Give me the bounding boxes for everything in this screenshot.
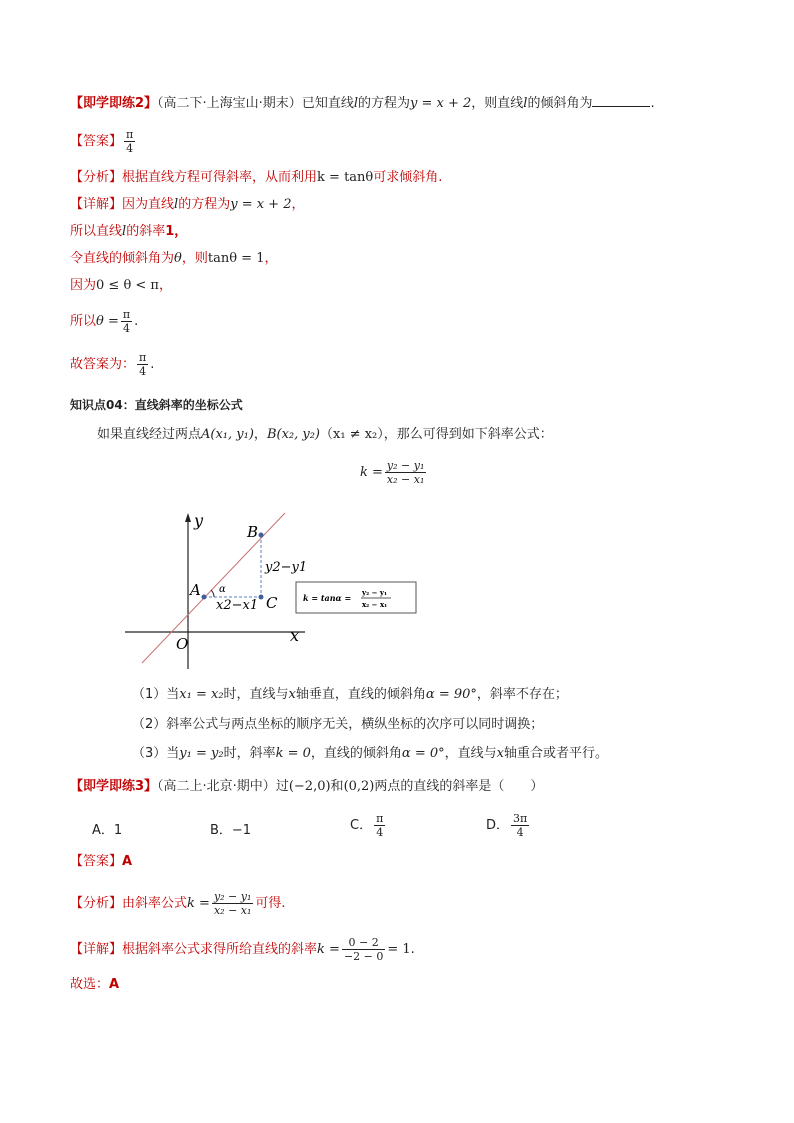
slope-diagram xyxy=(120,505,430,675)
detail-text: ， xyxy=(158,278,172,293)
a-label: A xyxy=(190,581,201,599)
fraction-denominator: x₂ − x₁ xyxy=(386,473,425,486)
point-a: A(x₁, y₁) xyxy=(201,427,254,442)
fraction-numerator: 0 − 2 xyxy=(342,936,385,950)
note-text: ，直线的倾斜角 xyxy=(310,746,402,761)
fraction-numerator: π xyxy=(139,351,147,364)
q3-source: （高二上·北京·期中） xyxy=(157,779,276,794)
analysis2-line xyxy=(70,169,442,187)
fraction-denominator: 4 xyxy=(376,826,384,839)
detail-text: 的斜率 xyxy=(126,224,166,239)
note-math: α = 0° xyxy=(401,746,445,761)
point-c-dot xyxy=(259,595,264,600)
fraction-denominator: 4 xyxy=(122,322,130,335)
detail-fraction xyxy=(342,936,385,963)
fraction-denominator: 4 xyxy=(516,826,524,839)
option-fraction xyxy=(511,812,529,839)
period: . xyxy=(134,314,139,329)
detail2-line5 xyxy=(70,308,138,335)
q3-text: 和 xyxy=(330,779,344,794)
formula-lhs: k = xyxy=(360,465,383,480)
detail-text: 的方程为 xyxy=(178,197,231,212)
q2-text: ，则直线 xyxy=(471,96,524,111)
note-text: 轴垂直，直线的倾斜角 xyxy=(295,687,426,702)
detail-text: ， xyxy=(291,197,305,212)
detail2-line4 xyxy=(70,277,172,295)
detail2-line2 xyxy=(70,223,187,241)
point-b: B(x₂, y₂) xyxy=(266,427,320,442)
var-theta: θ xyxy=(174,251,182,266)
q2-text: 已知直线 xyxy=(301,96,354,111)
answer-label: 【答案】 xyxy=(70,134,123,149)
fraction-denominator: 4 xyxy=(126,142,134,155)
formula-lhs: k = xyxy=(317,942,340,957)
kp-intro xyxy=(97,426,553,444)
tan-equation: tanθ = 1 xyxy=(207,251,265,266)
answer2-line xyxy=(70,128,137,155)
slope-formula xyxy=(360,459,428,486)
analysis-text: 可求倾斜角. xyxy=(373,170,443,185)
detail-equation: y = x + 2 xyxy=(230,197,292,212)
q2-text: . xyxy=(650,96,655,111)
line-ab xyxy=(142,513,285,663)
answer-fraction xyxy=(137,351,148,378)
b-label: B xyxy=(247,523,259,541)
fraction-denominator: −2 − 0 xyxy=(343,950,384,963)
option-c xyxy=(350,812,387,839)
detail-label: 【详解】 xyxy=(70,197,123,212)
fraction-numerator: π xyxy=(376,812,384,825)
slope-value: 1， xyxy=(165,224,188,239)
note-text: ，直线与 xyxy=(444,746,497,761)
y-axis-label: y xyxy=(194,511,204,530)
condition: （x₁ ≠ x₂） xyxy=(320,427,384,442)
formula-rhs: = 1 xyxy=(387,942,411,957)
detail-text: 令直线的倾斜角为 xyxy=(70,251,175,266)
answer3-line xyxy=(70,853,132,871)
final-answer xyxy=(70,976,119,994)
option-label: C． xyxy=(350,818,373,833)
detail-text: 根据斜率公式求得所给直线的斜率 xyxy=(122,942,318,957)
note-text: ，斜率不存在； xyxy=(476,687,568,702)
note-text: 时，直线与 xyxy=(223,687,289,702)
detail-text: 所以 xyxy=(70,314,97,329)
q2-text: 的倾斜角为 xyxy=(527,96,593,111)
detail-text: 故答案为： xyxy=(70,357,136,372)
detail2-line6 xyxy=(70,351,154,378)
analysis3-line xyxy=(70,890,286,917)
option-fraction xyxy=(374,812,385,839)
detail2-line1 xyxy=(70,196,305,214)
box-lhs: k = tanα = xyxy=(303,593,352,603)
option-b: B．−1 xyxy=(210,823,252,838)
alpha-label: α xyxy=(219,584,226,595)
c-label: C xyxy=(266,594,278,612)
formula-fraction xyxy=(385,459,426,486)
detail-text: ， xyxy=(264,251,278,266)
analysis-text: 由斜率公式 xyxy=(122,896,188,911)
q3-line xyxy=(70,778,543,796)
detail-text: 因为 xyxy=(70,278,97,293)
dx-label: x2−x1 xyxy=(216,598,259,613)
q2-equation: y = x + 2 xyxy=(410,96,472,111)
fraction-numerator: 3π xyxy=(513,812,528,825)
theta-equation: θ = xyxy=(96,314,119,329)
analysis-text: 根据直线方程可得斜率，从而利用 xyxy=(122,170,318,185)
q2-var-l: l xyxy=(353,96,358,111)
note-text: 时，斜率 xyxy=(223,746,276,761)
q3-label: 【即学即练3】 xyxy=(70,779,158,794)
q3-point: (0,2) xyxy=(343,779,375,794)
option-a: A．1 xyxy=(92,823,123,838)
note-text: （3）当 xyxy=(132,746,180,761)
detail-text: 因为直线 xyxy=(122,197,175,212)
q2-var-l: l xyxy=(523,96,528,111)
q2-line xyxy=(70,94,655,113)
analysis-fraction xyxy=(212,890,253,917)
note-2: （2）斜率公式与两点坐标的顺序无关，横纵坐标的次序可以同时调换； xyxy=(132,717,544,732)
answer-value: A xyxy=(122,854,133,869)
option-label: D． xyxy=(486,818,510,833)
note-text: 轴重合或者平行。 xyxy=(503,746,608,761)
detail2-line3 xyxy=(70,250,277,268)
dy-label: y2−y1 xyxy=(265,560,308,575)
theta-range: 0 ≤ θ < π xyxy=(96,278,159,293)
answer-fraction xyxy=(124,128,135,155)
period: . xyxy=(410,942,415,957)
x-axis-label: x xyxy=(290,626,300,645)
answer-label: 【答案】 xyxy=(70,854,123,869)
theta-fraction xyxy=(121,308,132,335)
q2-source: （高二下·上海宝山·期末） xyxy=(157,96,302,111)
analysis-text: 可得. xyxy=(255,896,286,911)
note-math: x xyxy=(496,746,504,761)
fraction-numerator: π xyxy=(126,128,134,141)
origin-label: O xyxy=(176,635,189,653)
fraction-denominator: 4 xyxy=(139,365,147,378)
var-l: l xyxy=(174,197,179,212)
y-axis-arrow xyxy=(185,513,191,522)
detail3-line xyxy=(70,936,415,963)
fraction-numerator: π xyxy=(122,308,131,321)
detail-text: ，则 xyxy=(181,251,208,266)
q2-label: 【即学即练2】 xyxy=(70,96,158,111)
kp-text: 如果直线经过两点 xyxy=(97,427,202,442)
note-math: y₁ = y₂ xyxy=(179,746,224,761)
note-math: x₁ = x₂ xyxy=(179,687,224,702)
analysis-label: 【分析】 xyxy=(70,896,123,911)
angle-arc xyxy=(211,590,214,597)
kp-text: ， xyxy=(253,427,267,442)
formula-lhs: k = xyxy=(187,896,210,911)
note-math: α = 90° xyxy=(425,687,477,702)
note-text: （1）当 xyxy=(132,687,180,702)
section-title: 知识点04：直线斜率的坐标公式 xyxy=(70,398,243,412)
final-label: 故选： xyxy=(70,977,110,992)
fraction-denominator: x₂ − x₁ xyxy=(213,904,252,917)
var-l: l xyxy=(122,224,127,239)
analysis-formula: k = tanθ xyxy=(317,170,374,185)
fraction-numerator: y₂ − y₁ xyxy=(386,459,425,472)
q3-text: 两点的直线的斜率是（ ） xyxy=(374,779,544,794)
answer-blank xyxy=(592,94,650,107)
kp-text: ，那么可得到如下斜率公式： xyxy=(383,427,553,442)
note-math: x xyxy=(288,687,296,702)
point-b-dot xyxy=(259,533,264,538)
option-d xyxy=(486,812,531,839)
detail-text: 所以直线 xyxy=(70,224,123,239)
q3-text: 过 xyxy=(275,779,289,794)
fraction-numerator: y₂ − y₁ xyxy=(213,890,252,903)
note-3 xyxy=(132,745,608,763)
q2-text: 的方程为 xyxy=(358,96,411,111)
note-math: k = 0 xyxy=(275,746,311,761)
final-value: A xyxy=(109,977,120,992)
q3-point: (−2,0) xyxy=(288,779,331,794)
box-numerator: y₂ − y₁ xyxy=(362,588,388,597)
note-1 xyxy=(132,686,568,704)
point-a-dot xyxy=(202,595,207,600)
analysis-label: 【分析】 xyxy=(70,170,123,185)
period: . xyxy=(150,357,155,372)
detail-label: 【详解】 xyxy=(70,942,123,957)
box-denominator: x₂ − x₁ xyxy=(362,600,388,609)
